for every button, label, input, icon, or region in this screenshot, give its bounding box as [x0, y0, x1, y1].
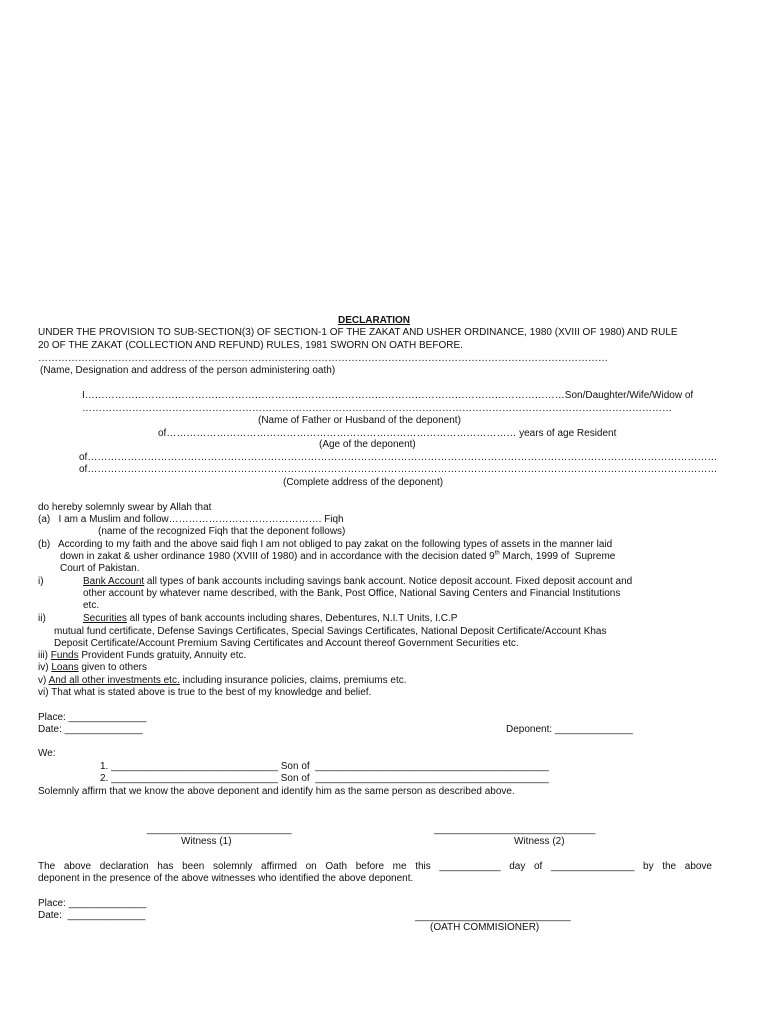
clause-b-line-3: Court of Pakistan. — [60, 563, 140, 574]
commissioner-statement-line-2: deponent in the presence of the above witnesses who identified the above deponent. — [38, 873, 414, 884]
commissioner-place-field[interactable]: Place: ______________ — [38, 898, 147, 909]
witness-2-label: Witness (2) — [514, 836, 565, 847]
oath-administrator-field[interactable]: ……………………………………………………………………………………………………………………………………………………… — [38, 353, 608, 364]
provision-line-2: 20 OF THE ZAKAT (COLLECTION AND REFUND) RULES, 1981 SWORN ON OATH BEFORE. — [38, 340, 463, 351]
commissioner-date-field[interactable]: Date: ______________ — [38, 910, 146, 921]
asset-vi: vi) That what is stated above is true to the best of my knowledge and belief. — [38, 687, 372, 698]
page-title: DECLARATION — [338, 315, 411, 326]
asset-iii-heading: Funds — [50, 650, 79, 661]
age-field[interactable]: of…………………………………………………………………………………………… years of age Resident — [158, 428, 617, 439]
father-name-caption: (Name of Father or Husband of the deponent) — [258, 415, 461, 426]
deponent-name-field[interactable]: I………………………………………………………………………………………………………………………………Son/Daughter/Wife/Widow of — [82, 390, 694, 401]
asset-v-heading: And all other investments etc. — [48, 675, 180, 686]
asset-ii-heading: Securities — [83, 613, 127, 624]
commissioner-statement-line-1: The above declaration has been solemnly affirmed on Oath before me this ___________ day of _______________ by the above — [38, 861, 712, 872]
clause-a-caption: (name of the recognized Fiqh that the deponent follows) — [98, 526, 346, 537]
age-caption: (Age of the deponent) — [319, 439, 416, 450]
witness-1-label: Witness (1) — [181, 836, 232, 847]
father-name-field[interactable]: …………………………………………………………………………………………………………………………………………………………… — [82, 403, 672, 414]
witness-2-signature-line[interactable]: _____________________________ — [434, 824, 596, 835]
commissioner-signature-line[interactable]: ____________________________ — [415, 911, 571, 922]
asset-ii-line-2: mutual fund certificate, Defense Savings Certificates, Special Savings Certificates, National Deposit Certificate/Account Khas — [54, 626, 607, 637]
asset-i-line-1: Bank Account all types of bank accounts including savings bank account. Notice deposit account. Fixed deposit account and — [83, 576, 633, 587]
asset-i-line-3: etc. — [83, 600, 100, 611]
asset-ii-line-1: Securities all types of bank accounts including shares, Debentures, N.I.T Units, I.C.P — [83, 613, 458, 624]
affirm-statement: Solemnly affirm that we know the above deponent and identify him as the same person as described above. — [38, 786, 515, 797]
address-caption: (Complete address of the deponent) — [283, 477, 444, 488]
asset-iv-heading: Loans — [51, 662, 79, 673]
asset-iv: iv) Loans given to others — [38, 662, 147, 673]
clause-b-line-1: (b) According to my faith and the above said fiqh I am not obliged to pay zakat on the following types of assets in the manner laid — [38, 539, 613, 550]
asset-iii: iii) Funds Provident Funds gratuity, Annuity etc. — [38, 650, 247, 661]
provision-line-1: UNDER THE PROVISION TO SUB-SECTION(3) OF SECTION-1 OF THE ZAKAT AND USHER ORDINANCE, 1980 (XVIII OF 1980) AND RULE — [38, 327, 678, 338]
witness-1-field[interactable]: 1. ______________________________ Son of __________________________________________ — [100, 761, 549, 772]
place-field[interactable]: Place: ______________ — [38, 712, 147, 723]
asset-v: v) And all other investments etc. including insurance policies, claims, premiums etc. — [38, 675, 407, 686]
address-field-1[interactable]: of……………………………………………………………………………………………………………………………………………………………………… — [79, 452, 718, 463]
clause-a: (a) I am a Muslim and follow………………………………………. Fiqh — [38, 514, 344, 525]
swear-statement: do hereby solemnly swear by Allah that — [38, 502, 212, 513]
asset-i-line-2: other account by whatever name described, with the Bank, Post Office, National Saving Centers and Financial Institutions — [83, 588, 621, 599]
asset-ii-number: ii) — [38, 613, 46, 624]
date-field[interactable]: Date: ______________ — [38, 724, 143, 735]
asset-i-number: i) — [38, 576, 44, 587]
witness-1-signature-line[interactable]: __________________________ — [147, 824, 292, 835]
clause-b-line-2: down in zakat & usher ordinance 1980 (XVIII of 1980) and in accordance with the decision dated 9th March, 1999 of Supreme — [60, 550, 616, 562]
commissioner-label: (OATH COMMISIONER) — [430, 922, 540, 933]
asset-ii-line-3: Deposit Certificate/Account Premium Saving Certificates and Account thereof Government Securities etc. — [54, 638, 519, 649]
asset-i-heading: Bank Account — [83, 576, 145, 587]
we-label: We: — [38, 748, 56, 759]
address-field-2[interactable]: of……………………………………………………………………………………………………………………………………………………………………… — [79, 464, 718, 475]
deponent-signature-field[interactable]: Deponent: ______________ — [506, 724, 633, 735]
witness-2-field[interactable]: 2. ______________________________ Son of __________________________________________ — [100, 773, 549, 784]
oath-administrator-caption: (Name, Designation and address of the person administering oath) — [40, 365, 336, 376]
